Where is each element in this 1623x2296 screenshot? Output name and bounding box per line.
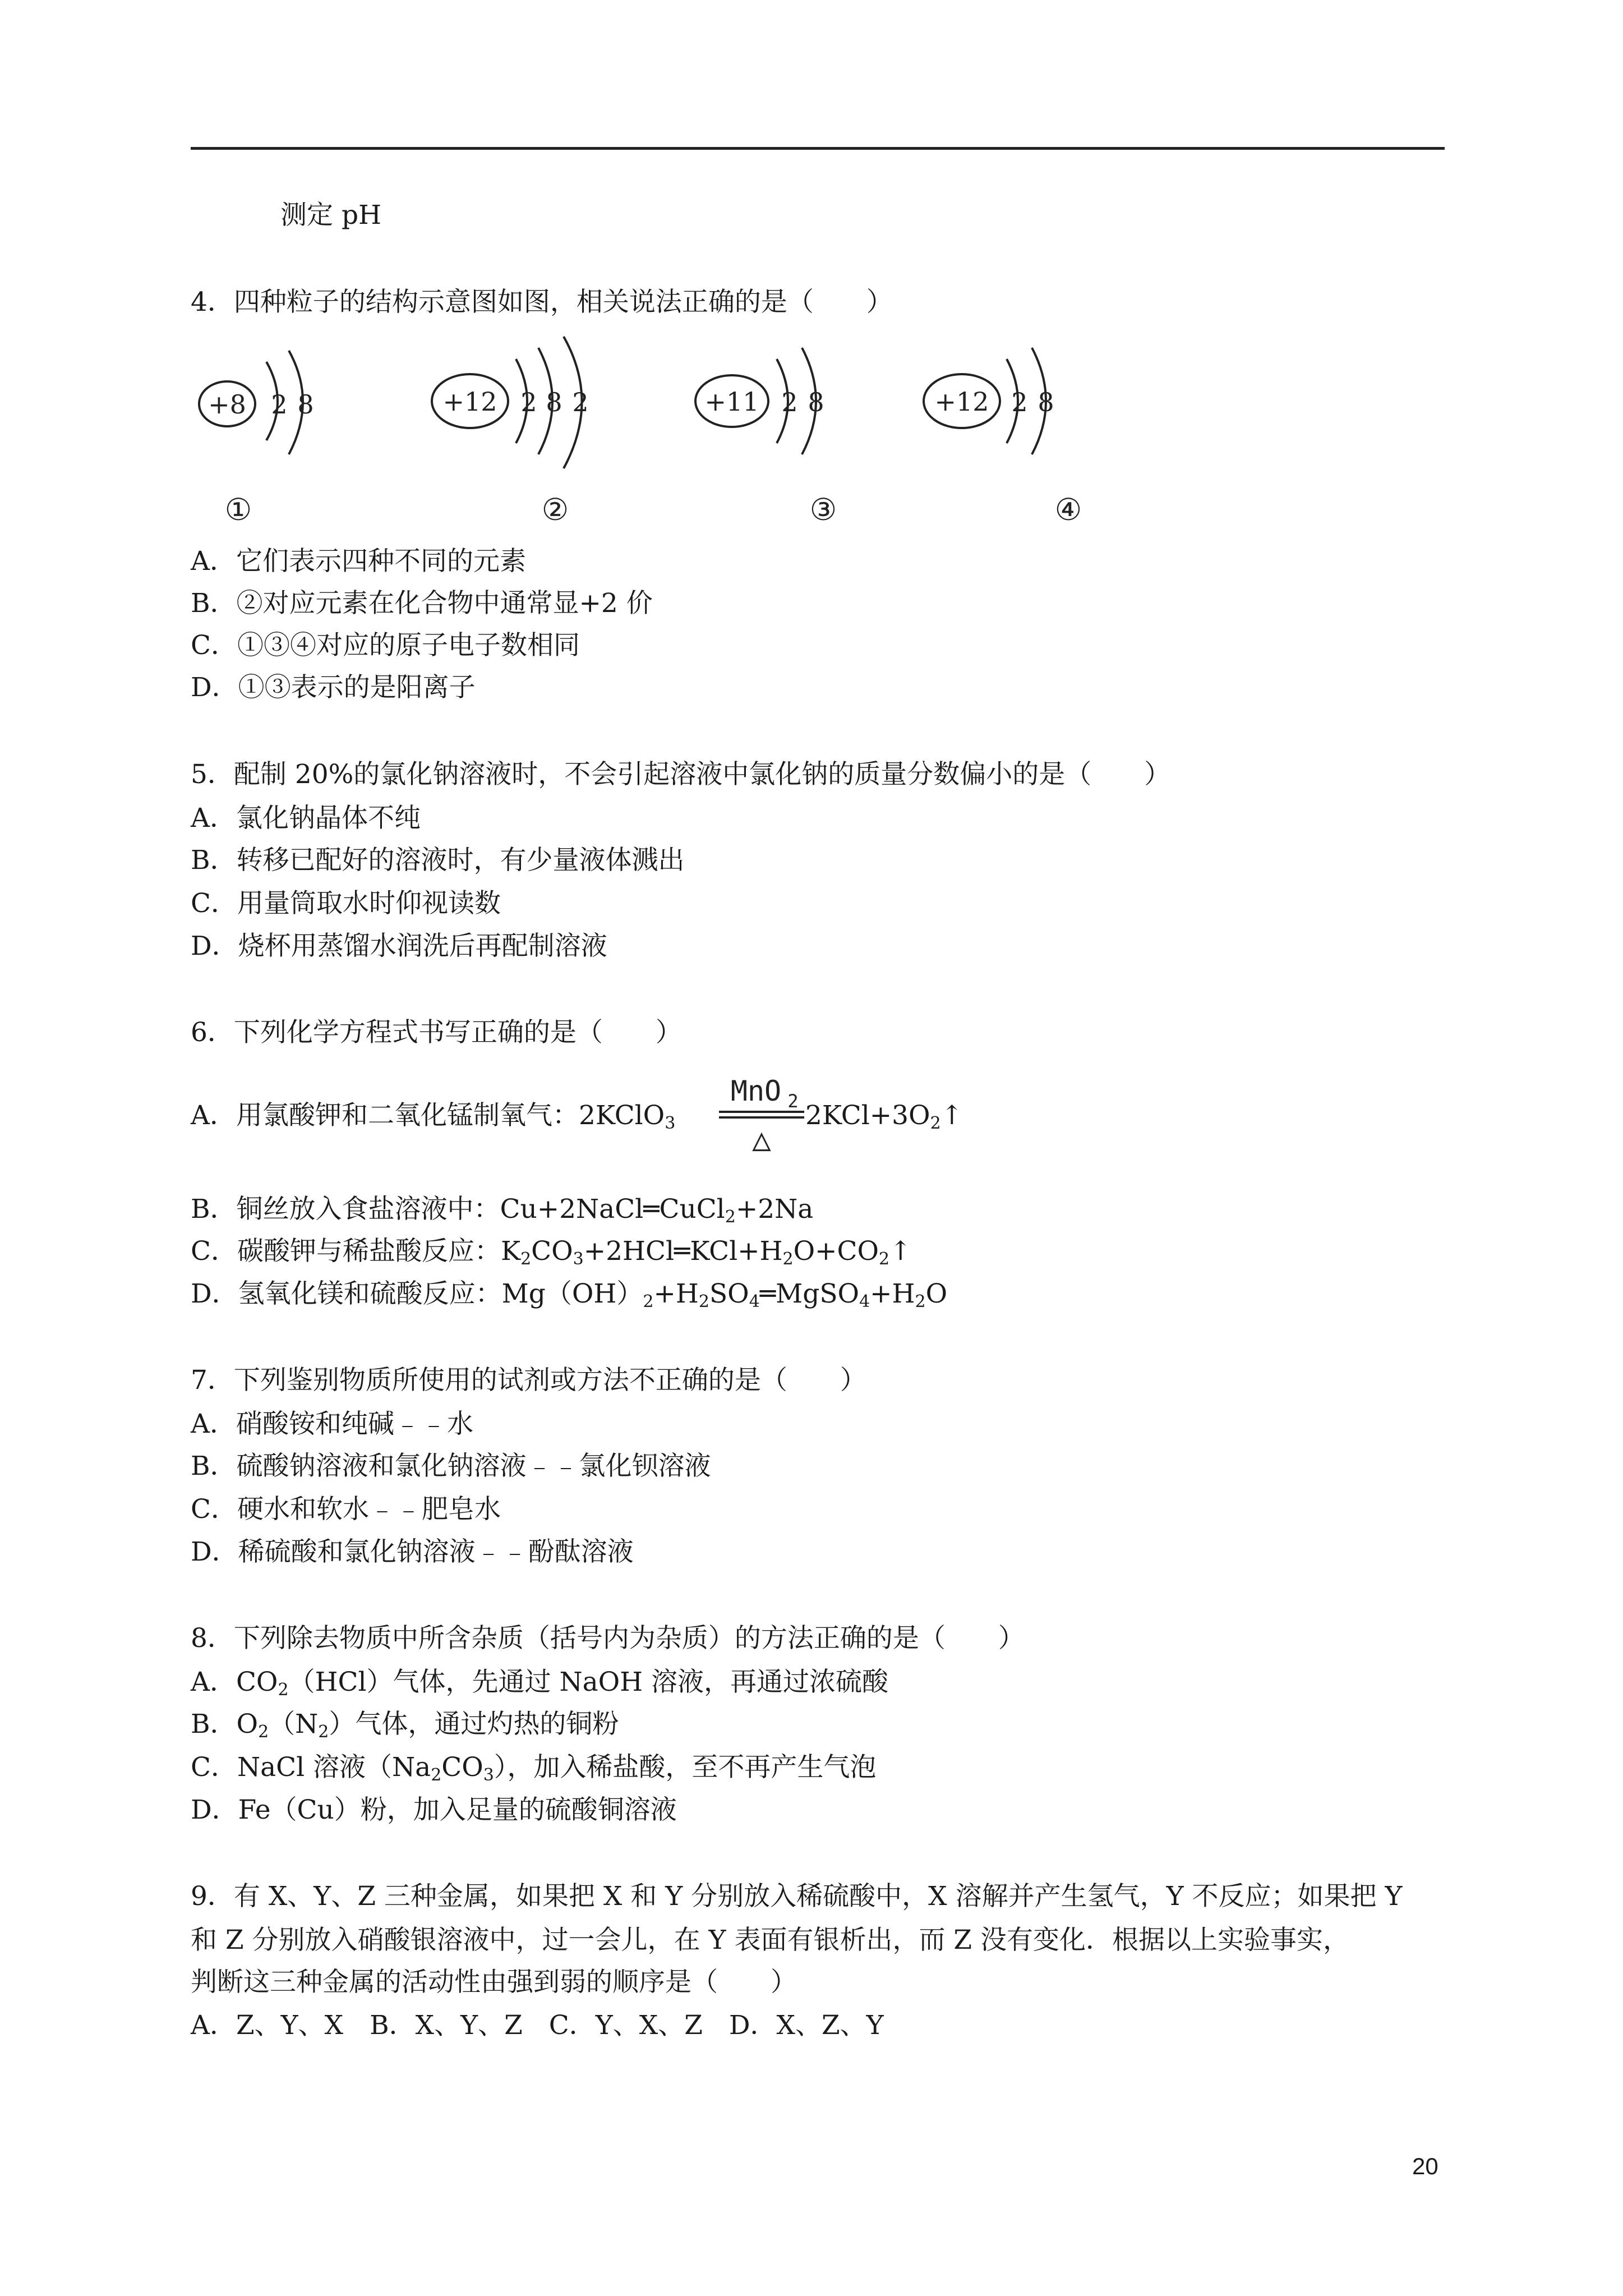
q4-option-c: C．①③④对应的原子电子数相同	[191, 630, 580, 661]
q5-option-a: A．氯化钠晶体不纯	[191, 803, 421, 834]
catalyst-label: MnO	[730, 1075, 782, 1107]
catalyst-subscript: 2	[787, 1091, 799, 1112]
atom-1-shell-1: 2	[271, 389, 288, 420]
q5-option-c: C．用量筒取水时仰视读数	[191, 888, 501, 919]
atom-diagram-2	[432, 337, 589, 527]
q9-stem-line-2: 和 Z 分别放入硝酸银溶液中，过一会儿，在 Y 表面有银析出，而 Z 没有变化．根据以上实验事实，	[191, 1925, 1349, 1955]
q8-stem: 8．下列除去物质中所含杂质（括号内为杂质）的方法正确的是（ ）	[191, 1623, 1025, 1654]
q5-stem: 5．配制 20%的氯化钠溶液时，不会引起溶液中氯化钠的质量分数偏小的是（ ）	[191, 759, 1171, 790]
q9-options: A．Z、Y、X B．X、Y、Z C．Y、X、Z D．X、Z、Y	[191, 2010, 884, 2041]
q6-option-a-left: A．用氯酸钾和二氧化锰制氧气：2KClO$_3$	[191, 1100, 676, 1133]
q6-stem: 6．下列化学方程式书写正确的是（ ）	[191, 1017, 682, 1048]
atom-1-shell-2: 8	[297, 389, 314, 420]
q8-option-b: B．$O_2(N_2)$气体，通过灼热的铜粉	[191, 1709, 619, 1742]
q7-stem: 7．下列鉴别物质所使用的试剂或方法不正确的是（ ）	[191, 1365, 866, 1396]
q6-option-a-right: $2KCl+3O_2↑$	[805, 1100, 963, 1133]
q5-option-d: D．烧杯用蒸馏水润洗后再配制溶液	[191, 931, 607, 961]
atom-3-shell-1: 2	[781, 387, 798, 417]
atom-2-nucleus: +12	[442, 386, 497, 417]
q7-option-c: C．硬水和软水﹣﹣肥皂水	[191, 1494, 501, 1525]
atom-4-label: ④	[1054, 492, 1082, 527]
q5-option-b: B．转移已配好的溶液时，有少量液体溅出	[191, 845, 685, 876]
page-number: 20	[1412, 2153, 1438, 2179]
heat-symbol: △	[752, 1121, 771, 1156]
q7-option-b: B．硫酸钠溶液和氯化钠溶液﹣﹣氯化钡溶液	[191, 1451, 711, 1481]
atom-2-shell-1: 2	[520, 387, 537, 417]
q8-option-d: D．Fe（Cu）粉，加入足量的硫酸铜溶液	[191, 1795, 677, 1825]
atom-diagram-4	[924, 348, 1082, 527]
q6-option-d: D．氢氧化镁和硫酸反应：$Mg(OH)_2+H_2SO_4═MgSO_4+H_2O$	[191, 1278, 948, 1312]
q9-stem-line-3: 判断这三种金属的活动性由强到弱的顺序是（ ）	[191, 1967, 797, 1998]
header-rule	[191, 147, 1445, 150]
q4-option-a: A．它们表示四种不同的元素	[191, 546, 526, 577]
atom-2-shell-2: 8	[546, 387, 562, 417]
atom-3-nucleus: +11	[704, 386, 759, 417]
q8-option-a: A．$CO_2(HCl)$气体，先通过 NaOH 溶液，再通过浓硫酸	[191, 1667, 889, 1700]
atom-4-nucleus: +12	[934, 386, 989, 417]
q4-stem: 4．四种粒子的结构示意图如图，相关说法正确的是（ ）	[191, 287, 893, 318]
q9-stem-line-1: 9．有 X、Y、Z 三种金属，如果把 X 和 Y 分别放入稀硫酸中，X 溶解并产生氢气，Y 不反应；如果把 Y	[191, 1881, 1403, 1912]
q6-option-c: C．碳酸钾与稀盐酸反应：$K_2CO_3+2HCl═KCl+H_2O+CO_2↑$	[191, 1236, 912, 1269]
atom-4-shell-2: 8	[1038, 387, 1054, 417]
atom-3-shell-2: 8	[808, 387, 824, 417]
atom-3-label: ③	[809, 492, 837, 527]
atom-diagram-1	[199, 351, 314, 527]
atom-1-label: ①	[224, 492, 252, 527]
q7-option-a: A．硝酸铵和纯碱﹣﹣水	[191, 1409, 473, 1439]
q8-option-c: C．NaCl 溶液$(Na_2CO_3)$，加入稀盐酸，至不再产生气泡	[191, 1752, 877, 1785]
q7-option-d: D．稀硫酸和氯化钠溶液﹣﹣酚酞溶液	[191, 1536, 634, 1567]
reaction-condition	[719, 1071, 804, 1156]
atom-2-shell-3: 2	[572, 387, 589, 417]
atom-1-nucleus: +8	[208, 389, 246, 420]
q4-option-d: D．①③表示的是阳离子	[191, 672, 476, 703]
atom-diagram-3	[695, 348, 837, 527]
continued-text: 测定 pH	[280, 200, 382, 231]
q6-option-b: B．铜丝放入食盐溶液中：Cu+2NaCl═CuCl$_2$+2Na	[191, 1194, 814, 1227]
atom-4-shell-1: 2	[1011, 387, 1028, 417]
atom-structure-diagrams	[191, 328, 1144, 530]
atom-2-label: ②	[541, 492, 569, 527]
q4-option-b: B．②对应元素在化合物中通常显+2 价	[191, 588, 653, 619]
